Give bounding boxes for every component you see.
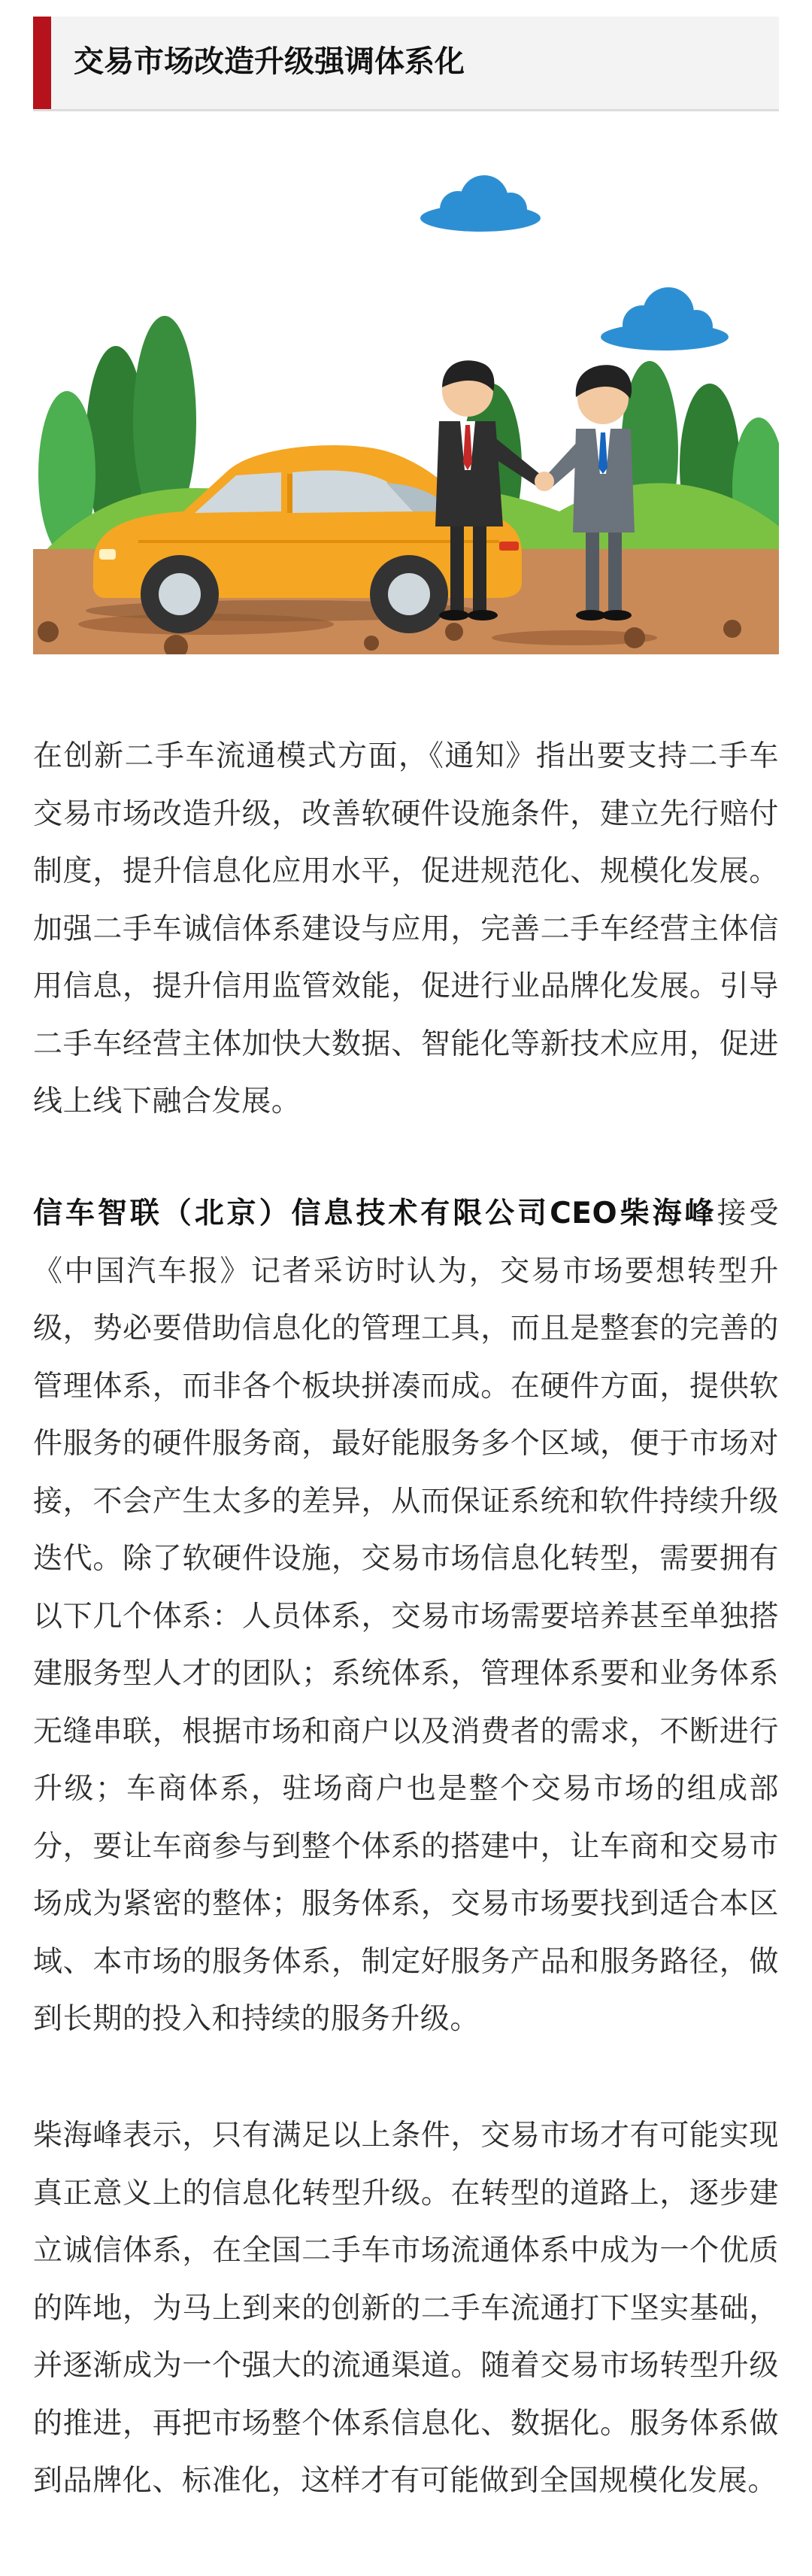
cloud-icon [420, 175, 541, 232]
paragraph-2-body: 接受《中国汽车报》记者采访时认为，交易市场要想转型升级，势必要借助信息化的管理工具，而且是整套的完善的管理体系，而非各个板块拼凑而成。在硬件方面，提供软件服务的硬件服务商，最好能服务多个区域，便于市场对接，不会产生太多的差异，从而保证系统和软件持续升级迭代。除了软硬件设施，交易市场信息化转型，需要拥有以下几个体系：人员体系，交易市场需要培养甚至单独搭建服务型人才的团队；系统体系，管理体系要和业务体系无缝串联，根据市场和商户以及消费者的需求，不断进行升级；车商体系，驻场商户也是整个交易市场的组成部分，要让车商参与到整个体系的搭建中，让车商和交易市场成为紧密的整体；服务体系，交易市场要找到适合本区域、本市场的服务体系，制定好服务产品和服务路径，做到长期的投入和持续的服务升级。 [33, 1197, 779, 2036]
cloud-icon [601, 287, 729, 350]
section-title: 交易市场改造升级强调体系化 [74, 44, 465, 79]
section-header [33, 17, 779, 111]
car-deal-handshake-illustration [33, 173, 779, 654]
header-accent-bar [33, 17, 51, 109]
paragraph-2-bold-lead: 信车智联（北京）信息技术有限公司CEO柴海峰 [33, 1197, 717, 1230]
paragraph-3: 柴海峰表示，只有满足以上条件，交易市场才有可能实现真正意义上的信息化转型升级。在转型的道路上，逐步建立诚信体系，在全国二手车市场流通体系中成为一个优质的阵地，为马上到来的创新的二手车流通打下坚实基础，并逐渐成为一个强大的流通渠道。随着交易市场转型升级的推进，再把市场整个体系信息化、数据化。服务体系做到品牌化、标准化，这样才有可能做到全国规模化发展。 [33, 2119, 779, 2498]
paragraph-1: 在创新二手车流通模式方面，《通知》指出要支持二手车交易市场改造升级，改善软硬件设施条件，建立先行赔付制度，提升信息化应用水平，促进规范化、规模化发展。加强二手车诚信体系建设与应用，完善二手车经营主体信用信息，提升信用监管效能，促进行业品牌化发展。引导二手车经营主体加快大数据、智能化等新技术应用，促进线上线下融合发展。 [33, 739, 779, 1118]
paragraph-2 [33, 1185, 779, 2049]
